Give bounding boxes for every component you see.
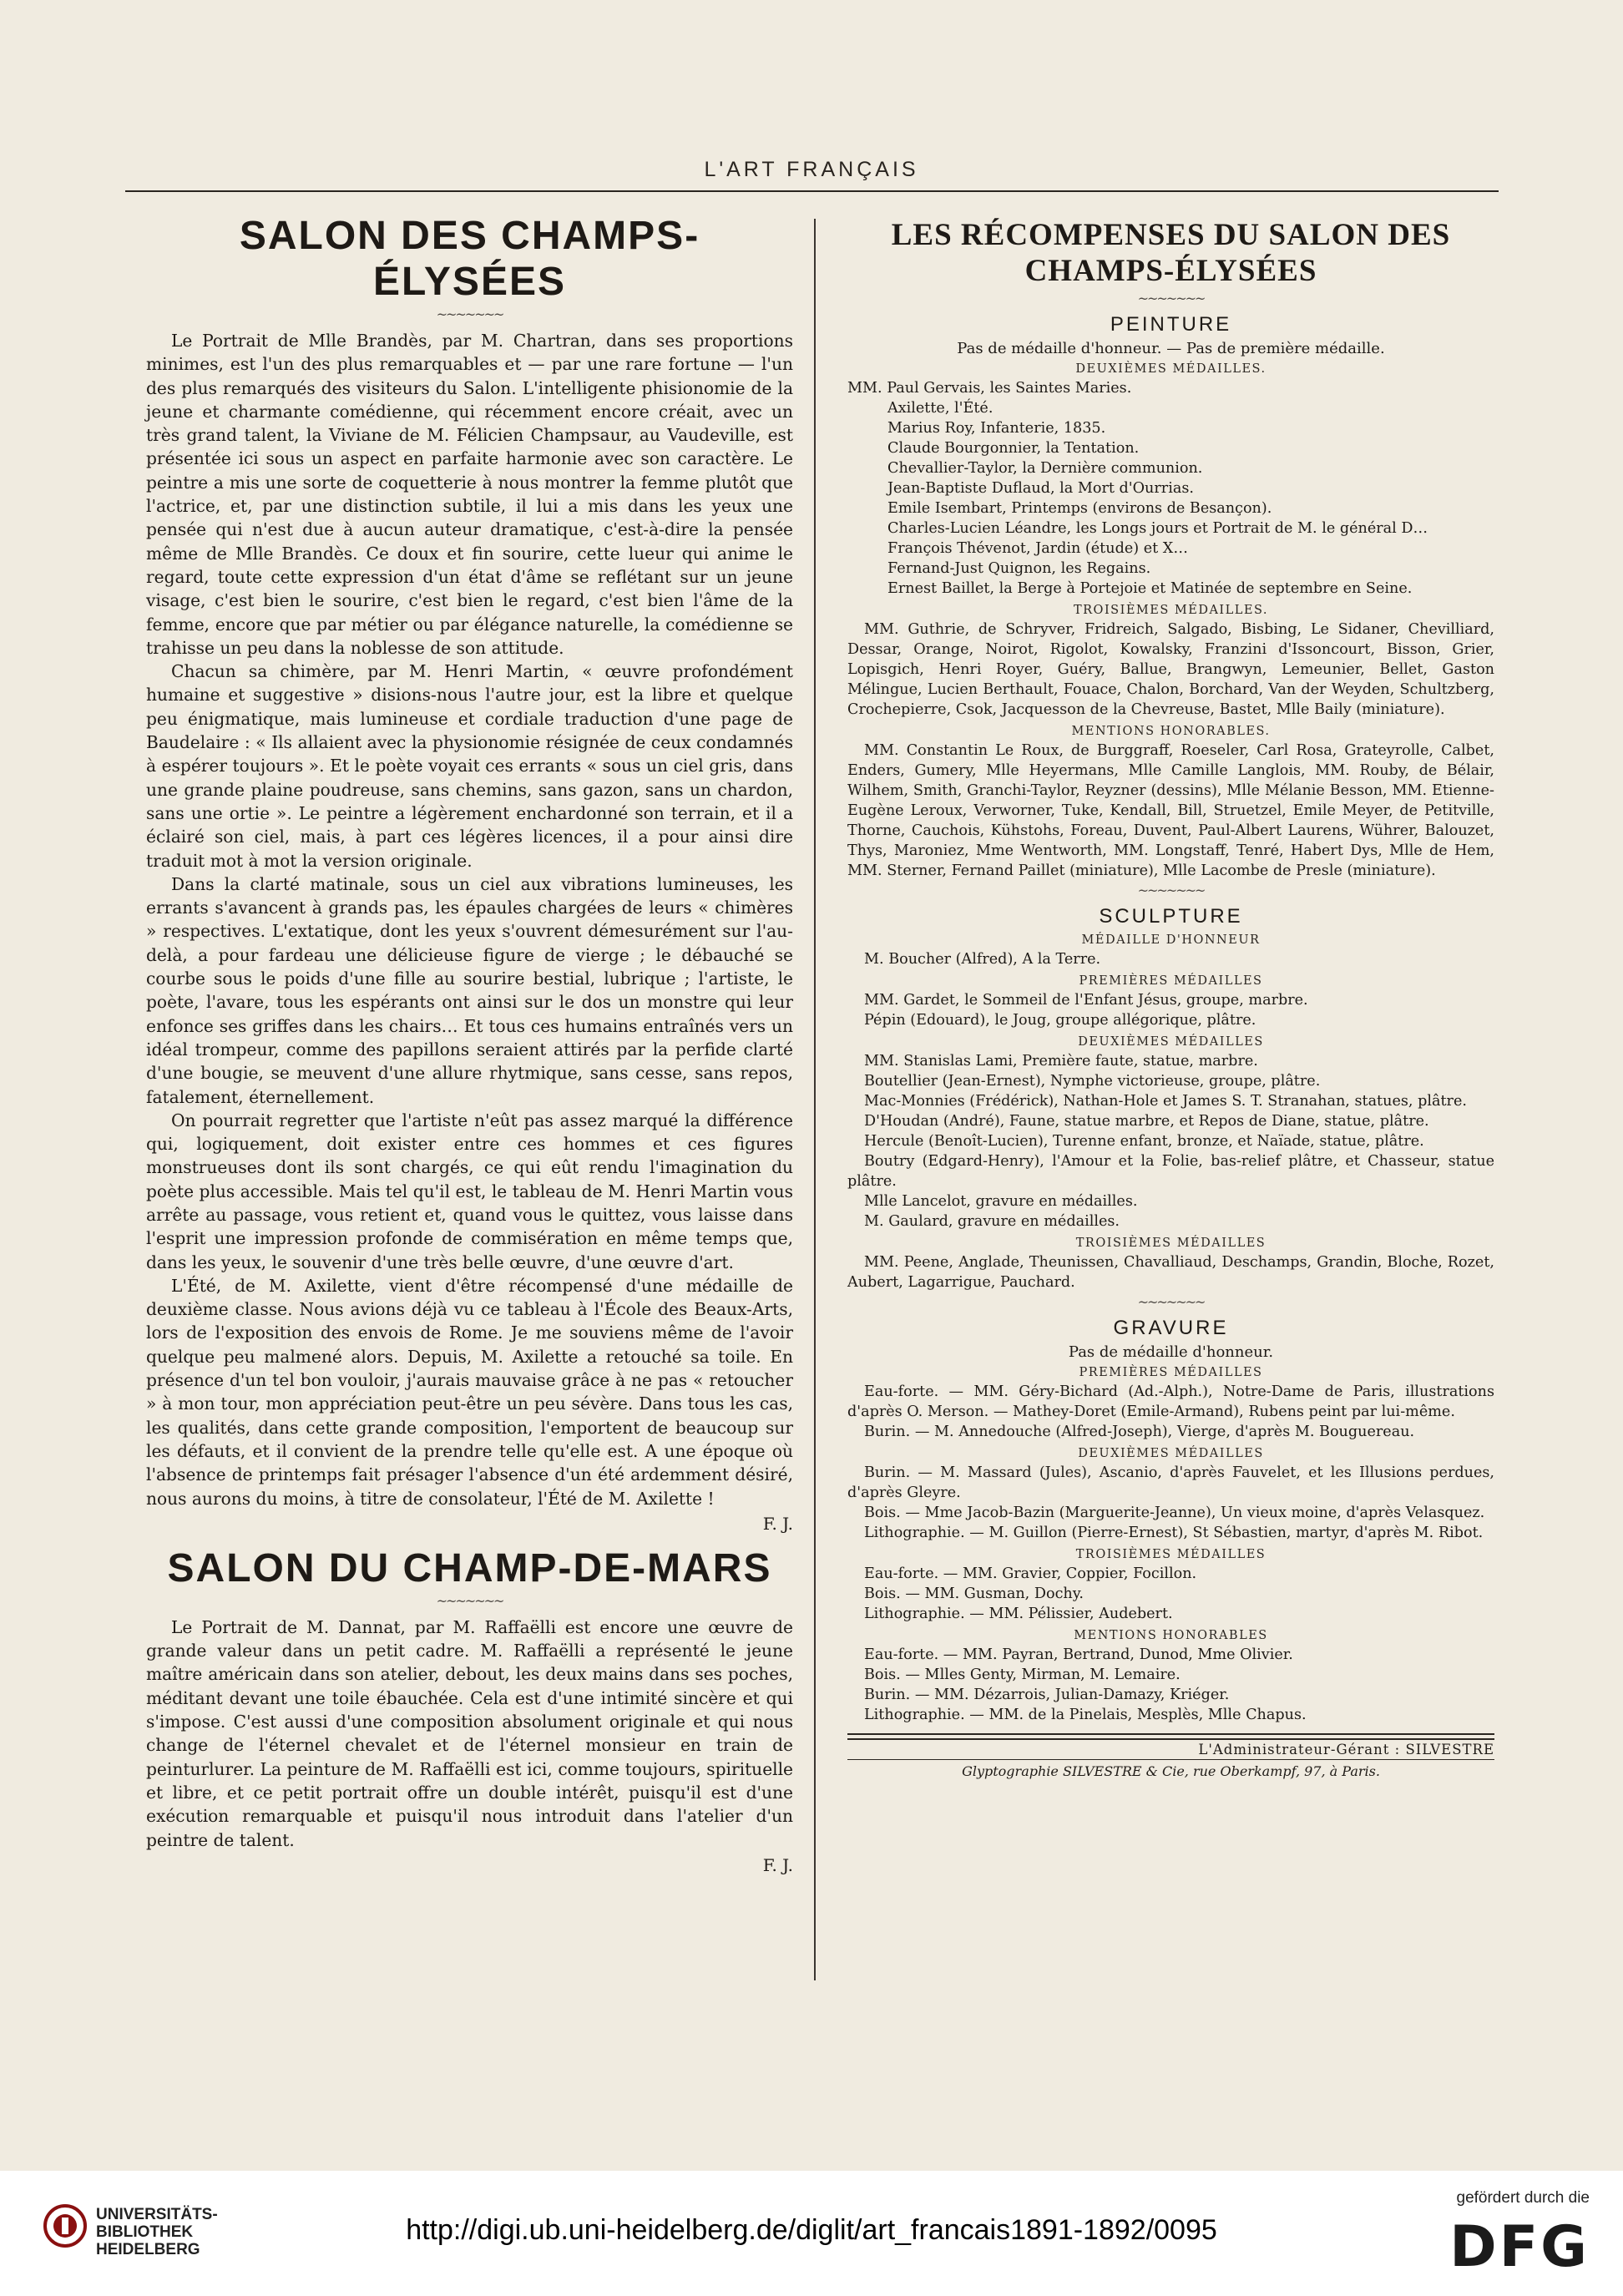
- permalink-url[interactable]: http://digi.ub.uni-heidelberg.de/diglit/art_francais1891-1892/0095: [406, 2214, 1217, 2246]
- swash-ornament: ~~~~~~~: [1137, 291, 1205, 306]
- digitization-footer: [0, 2171, 1623, 2296]
- list-item: Chevallier-Taylor, la Dernière communion.: [887, 460, 1203, 477]
- swash-ornament: ~~~~~~~: [1137, 882, 1205, 898]
- list-item: Lithographie. — MM. de la Pinelais, Mesplès, Mlle Chapus.: [864, 1707, 1307, 1723]
- imprint-rule: [847, 1759, 1494, 1760]
- dfg-logo: DFG: [1449, 2214, 1590, 2280]
- list-item: Boutellier (Jean-Ernest), Nymphe victorieuse, groupe, plâtre.: [864, 1073, 1321, 1090]
- sculpture-deuxiemes-heading: DEUXIÈMES MÉDAILLES: [1078, 1035, 1264, 1049]
- library-name-line: UNIVERSITÄTS-: [96, 2206, 218, 2223]
- list-item: Burin. — M. Massard (Jules), Ascanio, d'après Fauvelet, et les Illusions perdues, d'après Gleyre.: [847, 1464, 1494, 1501]
- list-item: Axilette, l'Été.: [887, 400, 994, 417]
- list-item: Marius Roy, Infanterie, 1835.: [887, 420, 1106, 437]
- list-item: Lithographie. — M. Guillon (Pierre-Ernest), St Sébastien, martyr, d'après M. Ribot.: [864, 1525, 1484, 1541]
- champ-de-mars-title: SALON DU CHAMP-DE-MARS: [167, 1545, 772, 1591]
- list-item: Mac-Monnies (Frédérick), Nathan-Hole et James S. T. Stranahan, statues, plâtre.: [864, 1093, 1467, 1110]
- peinture-mentions-text: MM. Constantin Le Roux, de Burggraff, Roeseler, Carl Rosa, Grateyrolle, Calbet, Enders, Gumery, Mlle Heyermans, Mlle Camille Langlois, MM. Rouby, de Bélair, Wilhem, Smith, Granchi-Taylor, Reyzner (dessins), Mlle Mélanie Besson, MM. Etienne-Eugène Leroux, Verworner, Tuke, Kendall, Bill, Struetzel, Emile Meyer, de Petitville, Thorne, Cauchois, Kühstohs, Foreau, Duvent, Paul-Albert Laurens, Wührer, Balouzet, Thys, Maroniez, Mme Wentworth, MM. Longstaff, Tenré, Habert Dys, Mlle de Hem, MM. Sterner, Fernand Paillet (miniature), Mlle Lacombe de Presle (miniature).: [847, 742, 1494, 879]
- swash-ornament: ~~~~~~~: [436, 306, 503, 322]
- sculpture-premieres-heading: PREMIÈRES MÉDAILLES: [1079, 974, 1263, 988]
- article-signature: F. J.: [762, 1513, 793, 1534]
- gravure-troisiemes-list: [847, 1564, 1494, 1624]
- library-name-line: HEIDELBERG: [96, 2241, 200, 2258]
- list-item: Fernand-Just Quignon, les Regains.: [887, 560, 1151, 577]
- gravure-troisiemes-heading: TROISIÈMES MÉDAILLES: [1075, 1548, 1267, 1561]
- list-item: Claude Bourgonnier, la Tentation.: [887, 440, 1140, 457]
- swash-ornament: ~~~~~~~: [436, 1592, 503, 1609]
- list-item: MM. Gardet, le Sommeil de l'Enfant Jésus, groupe, marbre.: [864, 992, 1308, 1009]
- sculpture-honneur-heading: MÉDAILLE D'HONNEUR: [1081, 933, 1261, 947]
- list-item: D'Houdan (André), Faune, statue marbre, et Repos de Diane, statue, plâtre.: [864, 1113, 1429, 1130]
- running-head: L'ART FRANÇAIS: [704, 158, 919, 181]
- list-item: Eau-forte. — MM. Payran, Bertrand, Dunod, Mme Olivier.: [864, 1646, 1293, 1663]
- swash-ornament: ~~~~~~~: [1137, 1294, 1205, 1310]
- gravure-mentions-heading: MENTIONS HONORABLES: [1074, 1629, 1268, 1642]
- list-item: Eau-forte. — MM. Géry-Bichard (Ad.-Alph.), Notre-Dame de Paris, illustrations d'après O. Merson. — Mathey-Doret (Emile-Armand), Rubens peint par lui-même.: [847, 1383, 1494, 1420]
- list-item: Eau-forte. — MM. Gravier, Coppier, Focillon.: [864, 1565, 1197, 1582]
- peinture-troisiemes-heading: TROISIÈMES MÉDAILLES.: [1073, 604, 1269, 617]
- gravure-premieres-heading: PREMIÈRES MÉDAILLES: [1079, 1366, 1263, 1379]
- left-column: [146, 213, 793, 1887]
- list-item: Bois. — MM. Gusman, Dochy.: [864, 1585, 1084, 1602]
- list-item: Charles-Lucien Léandre, les Longs jours et Portrait de M. le général D…: [887, 520, 1428, 537]
- list-item: Burin. — M. Annedouche (Alfred-Joseph), Vierge, d'après M. Bouguereau.: [864, 1424, 1415, 1440]
- list-item: Jean-Baptiste Duflaud, la Mort d'Ourrias.: [887, 480, 1194, 497]
- gravure-heading: GRAVURE: [1113, 1317, 1229, 1339]
- article-paragraph: Le Portrait de M. Dannat, par M. Raffaëlli est encore une œuvre de grande valeur dans un petit cadre. M. Raffaëlli a représenté le jeune maître américain dans son atelier, debout, les deux mains dans ses poches, méditant devant une toile ébauchée. Cela est d'une intimité sincère et qui s'impose. C'est aussi d'une composition absolument originale et qui nous change de l'éternel chevalet et de l'éternel monsieur en train de peinturlurer. La peinture de M. Raffaëlli est ici, comme toujours, spirituelle et libre, et ce petit portrait offre un double intérêt, puisqu'il est d'une exécution remarquable et puisqu'il nous introduit dans l'atelier d'un peintre de talent.: [146, 1616, 793, 1850]
- list-item: François Thévenot, Jardin (étude) et X…: [887, 540, 1188, 557]
- gravure-premieres-list: [847, 1382, 1494, 1442]
- list-item: MM. Stanislas Lami, Première faute, statue, marbre.: [864, 1053, 1258, 1070]
- right-column: [847, 217, 1494, 1779]
- list-item: Emile Isembart, Printemps (environs de Besançon).: [887, 500, 1272, 517]
- sculpture-honneur-text: M. Boucher (Alfred), A la Terre.: [864, 951, 1101, 968]
- list-item: Burin. — MM. Dézarrois, Julian-Damazy, Kriéger.: [864, 1687, 1230, 1703]
- list-item: Ernest Baillet, la Berge à Portejoie et Matinée de septembre en Seine.: [887, 580, 1413, 597]
- article-signature: F. J.: [762, 1854, 793, 1875]
- column-divider: [814, 219, 816, 1980]
- gravure-deuxiemes-heading: DEUXIÈMES MÉDAILLES: [1078, 1447, 1264, 1460]
- sculpture-troisiemes-heading: TROISIÈMES MÉDAILLES: [1075, 1237, 1267, 1250]
- list-item: MM. Paul Gervais, les Saintes Maries.: [847, 380, 1132, 397]
- article-paragraph: Chacun sa chimère, par M. Henri Martin, « œuvre profondément humaine et suggestive » disions-nous l'autre jour, est la libre et quelque peu énigmatique, mais lumineuse et cordiale traduction d'une page de Baudelaire : « Ils allaient avec la physionomie résignée de ceux condamnés à espérer toujours ». Et le poète voyait ces errants « sous un ciel gris, dans une grande plaine poudreuse, sans chemins, sans gazon, sans un chardon, sans une ortie ». Le peintre a légèrement enchardonné son terrain, et il a éclairé son ciel, mais, à part ces légères licences, il a pour ainsi dire traduit mot à mot la version originale.: [146, 661, 793, 871]
- champs-elysees-title: SALON DES CHAMPS-ÉLYSÉES: [239, 214, 700, 304]
- article-paragraph: On pourrait regretter que l'artiste n'eût pas assez marqué la différence qui, logiquement, doit exister entre ces hommes et ces figures monstrueuses dont ils sont chargés, ce qui eût rendu l'imagination du poète plus accessible. Mais tel qu'il est, le tableau de M. Henri Martin vous arrête au passage, vous retient et, quand vous le quittez, vous laisse dans l'esprit une impression profonde de commisération en même temps que, dans les yeux, le souvenir d'une très belle œuvre, d'une œuvre d'art.: [146, 1110, 793, 1272]
- printer-imprint: Glyptographie SILVESTRE & Cie, rue Oberkampf, 97, à Paris.: [962, 1763, 1380, 1779]
- peinture-troisiemes-text: MM. Guthrie, de Schryver, Fridreich, Salgado, Bisbing, Le Sidaner, Chevilliard, Dessar, Orange, Noirot, Rigolot, Kowalsky, Franzini d'Issoncourt, Bisson, Grier, Lopisgich, Henri Royer, Guéry, Ballue, Brangwyn, Lemeunier, Bellet, Gaston Mélingue, Lucien Berthault, Fouace, Chalon, Borchard, Van der Weyden, Schultzberg, Crochepierre, Csok, Jacquesson de la Chevreuse, Bastet, Mlle Baily (miniature).: [847, 621, 1494, 718]
- header-rule: [125, 190, 1499, 192]
- peinture-deuxiemes-list: [847, 378, 1494, 599]
- list-item: Mlle Lancelot, gravure en médailles.: [864, 1193, 1138, 1210]
- sculpture-troisiemes-text: MM. Peene, Anglade, Theunissen, Chavalliaud, Deschamps, Grandin, Bloche, Rozet, Aubert, Lagarrigue, Pauchard.: [847, 1254, 1494, 1291]
- list-item: Lithographie. — MM. Pélissier, Audebert.: [864, 1606, 1173, 1622]
- gravure-intro: Pas de médaille d'honneur.: [1068, 1343, 1274, 1361]
- gravure-mentions-list: [847, 1645, 1494, 1725]
- article-paragraph: Le Portrait de Mlle Brandès, par M. Chartran, dans ses proportions minimes, est l'un des plus remarquables et — par une rare fortune — l'un des plus remarqués des visiteurs du Salon. L'intelligente phisionomie de la jeune et charmante comédienne, qui récemment encore créait, avec un très grand talent, la Viviane de M. Félicien Champsaur, au Vaudeville, est présentée ici sous un aspect en parfaite harmonie avec son caractère. Le peintre a mis une sorte de coquetterie à nous montrer la femme plutôt que l'actrice, et, par une distinction subtile, il lui a mis dans les yeux une pensée qui n'est due à aucun auteur dramatique, c'est-à-dire la pensée même de Mlle Brandès. Ce doux et fin sourire, cette lueur qui anime le regard, toute cette expression d'un état d'âme se reflétant sur un jeune visage, c'est bien le sourire, c'est bien le regard, c'est bien l'âme de la femme, encore que par métier ou par élégance naturelle, la comédienne se trahisse un peu dans la noblesse de son attitude.: [146, 331, 793, 658]
- library-name-line: BIBLIOTHEK: [96, 2223, 194, 2241]
- awards-title: LES RÉCOMPENSES DU SALON DES CHAMPS-ÉLYSÉES: [891, 218, 1451, 288]
- list-item: M. Gaulard, gravure en médailles.: [864, 1213, 1120, 1230]
- list-item: Hercule (Benoît-Lucien), Turenne enfant, bronze, et Naïade, statue, plâtre.: [864, 1133, 1424, 1150]
- sculpture-premieres-list: [847, 990, 1494, 1030]
- article-paragraph: Dans la clarté matinale, sous un ciel aux vibrations lumineuses, les errants s'avancent à grands pas, les épaules chargées de leurs « chimères » respectives. L'extatique, dont les yeux s'ouvrent démesurément sur l'au-delà, a pour fardeau une délicieuse figure de vierge ; le débauché se courbe sous le poids d'une fille au sourire bestial, lubrique ; l'artiste, le poète, l'avare, tous les espérants ont ainsi sur le dos un monstre qui leur enfonce ses griffes dans les chairs… Et tous ces humains entraînés vers un idéal trompeur, comme des papillons seraient attirés par la perfide clarté d'une bougie, se meuvent d'une allure rhytmique, sans cesse, sans repos, fatalement, éternellement.: [146, 873, 793, 1107]
- list-item: Boutry (Edgard-Henry), l'Amour et la Folie, bas-relief plâtre, et Chasseur, statue plâtre.: [847, 1153, 1494, 1190]
- gravure-deuxiemes-list: [847, 1463, 1494, 1543]
- peinture-mentions-heading: MENTIONS HONORABLES.: [1071, 725, 1271, 738]
- administrator-line: L'Administrateur-Gérant : SILVESTRE: [1198, 1742, 1494, 1757]
- peinture-deuxiemes-heading: DEUXIÈMES MÉDAILLES.: [1075, 362, 1267, 376]
- sculpture-deuxiemes-list: [847, 1051, 1494, 1231]
- funded-by-label: gefördert durch die: [1456, 2189, 1590, 2207]
- article-paragraph: L'Été, de M. Axilette, vient d'être récompensé d'une médaille de deuxième classe. Nous avions déjà vu ce tableau à l'École des Beaux-Arts, lors de l'exposition des envois de Rome. Je me souviens même de l'avoir quelque peu malmené alors. Depuis, M. Axilette a retouché sa toile. En présence d'un tel bon vouloir, j'aurais mauvaise grâce à ne pas « retoucher » à mon tour, mon appréciation peut-être un peu sévère. Dans tous les cas, les qualités, dans cette grande composition, l'emportent de beaucoup sur les défauts, et il convient de la prendre telle qu'elle est. A une époque où l'absence de printemps fait présager l'absence d'un été ardemment désiré, nous aurons du moins, à titre de consolateur, l'Été de M. Axilette !: [146, 1275, 793, 1509]
- list-item: Bois. — Mme Jacob-Bazin (Marguerite-Jeanne), Un vieux moine, d'après Velasquez.: [864, 1505, 1485, 1521]
- peinture-heading: PEINTURE: [1110, 313, 1232, 336]
- list-item: Bois. — Mlles Genty, Mirman, M. Lemaire.: [864, 1666, 1181, 1683]
- closing-rules: [847, 1733, 1494, 1740]
- peinture-intro: Pas de médaille d'honneur. — Pas de première médaille.: [957, 340, 1385, 357]
- list-item: Pépin (Edouard), le Joug, groupe allégorique, plâtre.: [864, 1012, 1256, 1029]
- sculpture-heading: SCULPTURE: [1099, 905, 1243, 928]
